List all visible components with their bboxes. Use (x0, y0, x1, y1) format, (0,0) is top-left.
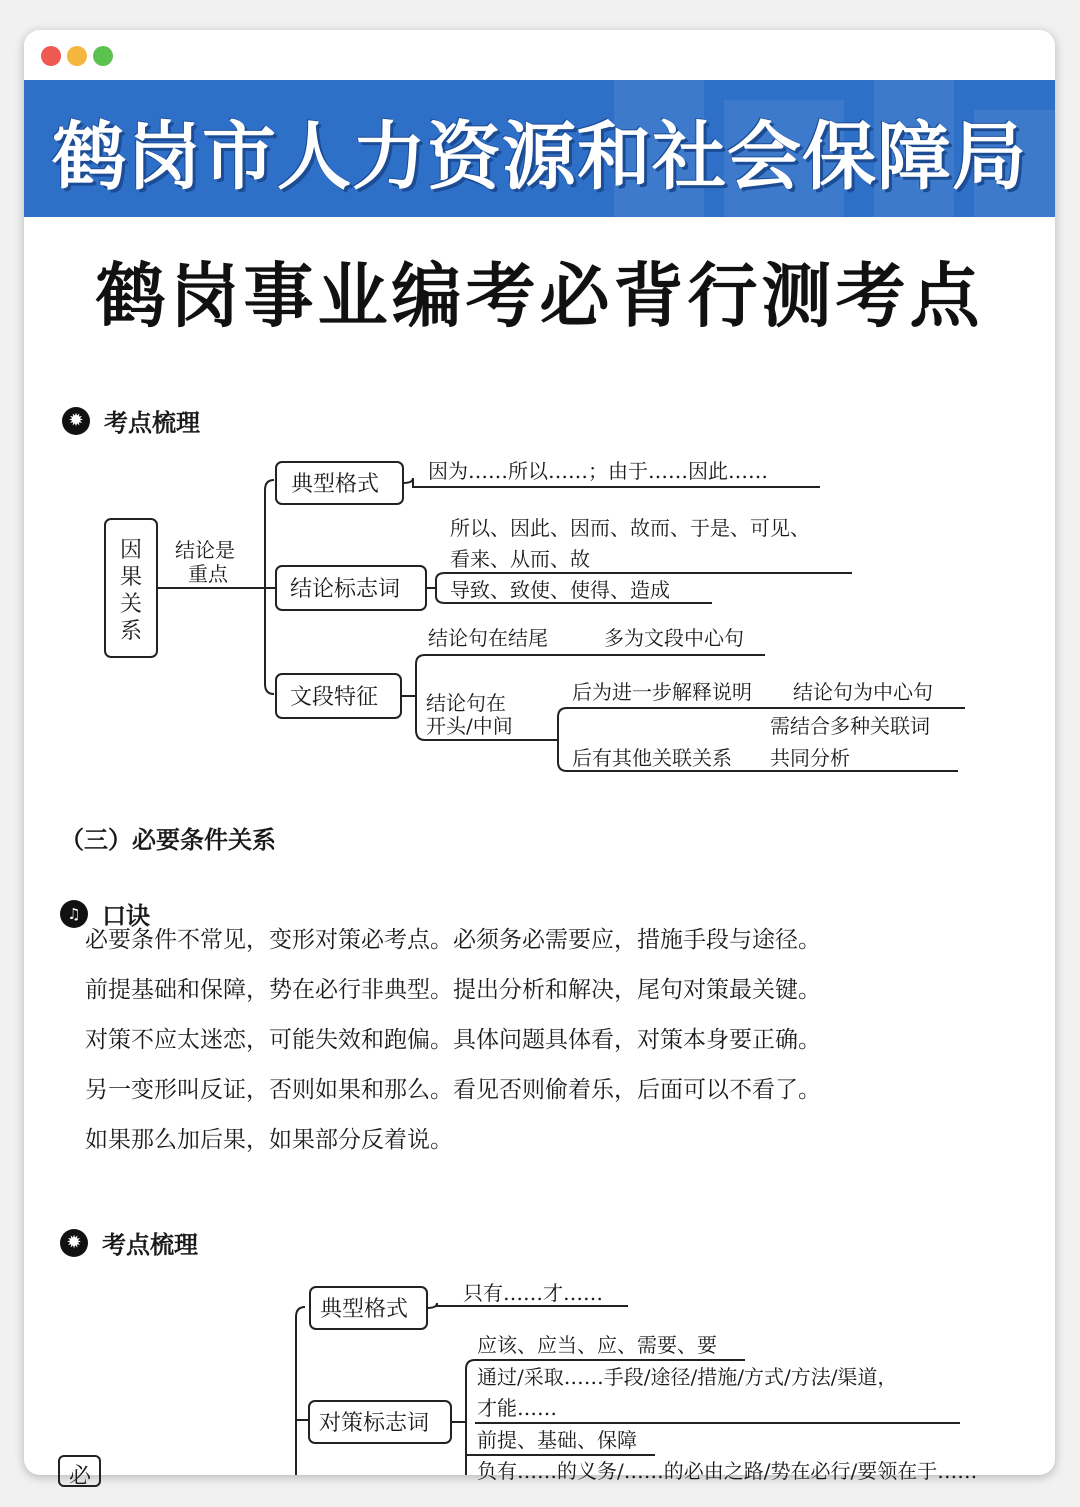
branch3-sub1-note: 结论句为中心句 (793, 680, 933, 704)
poem-line: 如果那么加后果，如果部分反着说。 (85, 1127, 453, 1153)
root-label-char-1: 因 (119, 538, 143, 563)
branch3-end-label: 结论句在结尾 (428, 626, 548, 650)
branch2-label: 结论标志词 (290, 577, 401, 602)
mnemonic-heading-text: 口诀 (102, 902, 150, 930)
poem-line: 必要条件不常见，变形对策必考点。必须务必需要应，措施手段与途径。 (85, 927, 821, 953)
sun-icon: ✹ (60, 1229, 88, 1257)
branch3-label: 文段特征 (290, 685, 379, 710)
root-label-char-3: 关 (119, 592, 143, 617)
branch3-start-label-1: 结论句在 (426, 691, 506, 715)
section2-branch2-label: 对策标志词 (319, 1411, 430, 1436)
page-title: 鹤岗事业编考必背行测考点 (95, 255, 984, 337)
section2-heading-text: 考点梳理 (102, 1231, 198, 1259)
section2-branch1-label: 典型格式 (320, 1297, 409, 1322)
root-label-char-2: 果 (119, 565, 143, 590)
section2-branch2-line1: 应该、应当、应、需要、要 (477, 1333, 717, 1357)
branch2-line1: 所以、因此、因而、故而、于是、可见、 (450, 516, 810, 540)
section2-branch1-line1: 只有……才…… (463, 1281, 603, 1305)
branch2-line2: 看来、从而、故 (450, 547, 590, 571)
branch3-start-label-2: 开头/中间 (426, 714, 513, 738)
mnemonic-poem (85, 915, 985, 1165)
section2-branch2-line3: 才能…… (477, 1396, 557, 1420)
branch2-line3: 导致、致使、使得、造成 (450, 578, 670, 602)
branch3-sub2-note-2: 共同分析 (770, 746, 850, 770)
branch1-line1: 因为……所以……；由于……因此…… (428, 459, 768, 483)
branch3-end-note: 多为文段中心句 (604, 626, 744, 650)
section2-branch2-line5: 负有……的义务/……的必由之路/势在必行/要领在于…… (477, 1459, 978, 1483)
section2-branch2-line4: 前提、基础、保障 (477, 1428, 637, 1452)
guitar-icon: ♫ (60, 900, 88, 928)
poem-line: 对策不应太迷恋，可能失效和跑偏。具体问题具体看，对策本身要正确。 (85, 1027, 821, 1053)
root-note-line2: 重点 (188, 562, 228, 586)
root-label-char-4: 系 (119, 619, 143, 644)
banner-title: 鹤岗市人力资源和社会保障局 (52, 114, 1027, 200)
branch3-sub2-note-1: 需结合多种关联词 (770, 714, 930, 738)
section2-root-label: 必 (68, 1464, 92, 1489)
branch3-sub1-label: 后为进一步解释说明 (572, 680, 752, 704)
root-note-line1: 结论是 (175, 538, 235, 562)
section1-heading-text: 考点梳理 (104, 409, 200, 437)
section-three-heading: （三）必要条件关系 (60, 826, 276, 854)
branch1-label: 典型格式 (291, 472, 380, 497)
section2-heading (60, 1225, 198, 1260)
section2-branch2-line2: 通过/采取……手段/途径/措施/方式/方法/渠道， (477, 1365, 898, 1389)
sun-icon: ✹ (62, 407, 90, 435)
poem-line: 前提基础和保障，势在必行非典型。提出分析和解决，尾句对策最关键。 (85, 977, 821, 1003)
poem-line: 另一变形叫反证，否则如果和那么。看见否则偷着乐，后面可以不看了。 (85, 1077, 821, 1103)
branch3-sub2-label: 后有其他关联关系 (572, 746, 732, 770)
